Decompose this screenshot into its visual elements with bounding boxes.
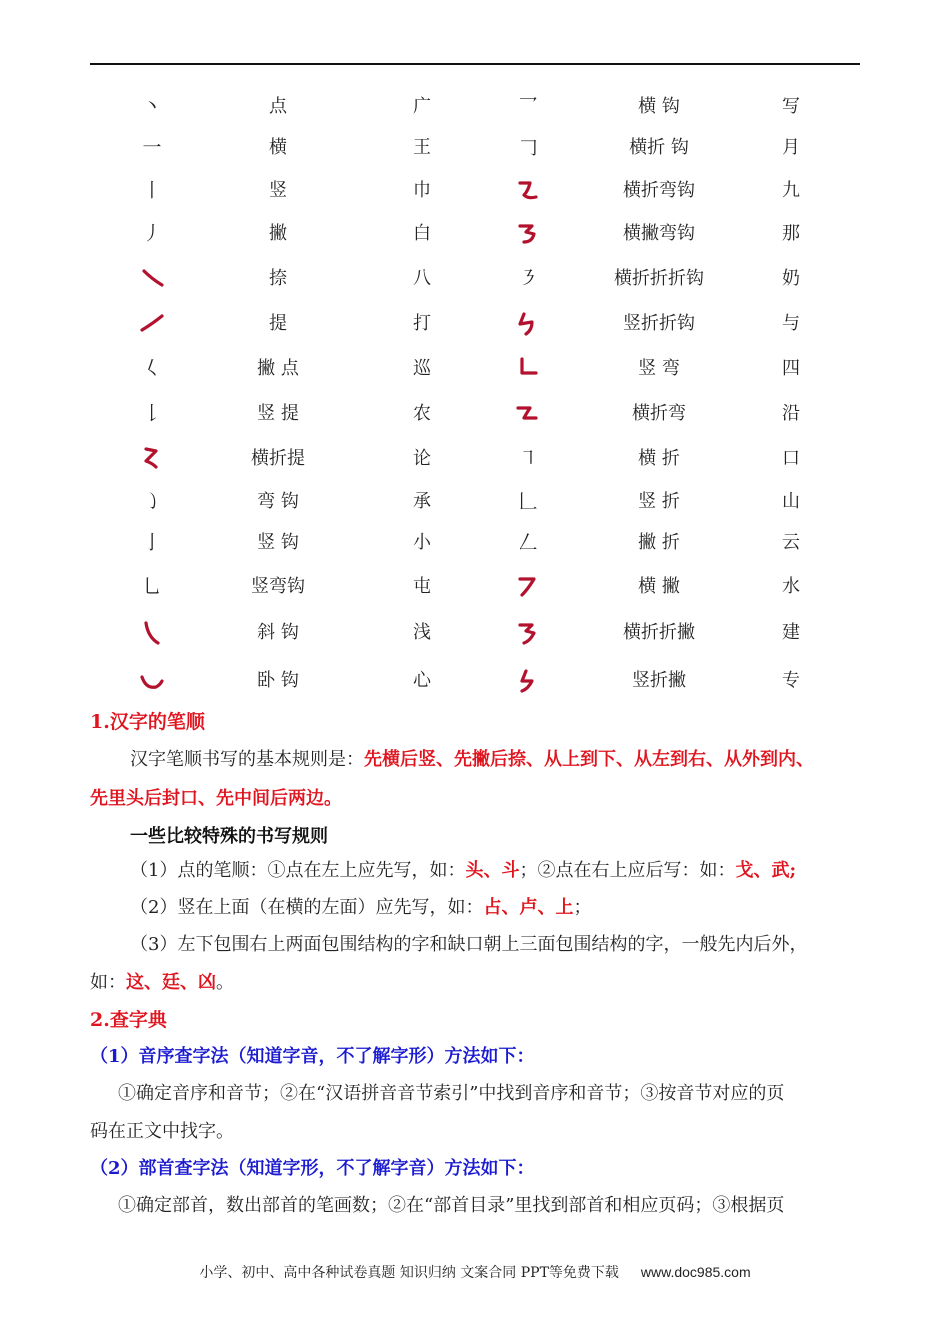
left-stroke-example: 打: [413, 313, 431, 334]
left-stroke-glyph: 乚: [142, 575, 162, 598]
right-stroke-example: 九: [782, 180, 800, 201]
right-stroke-icon: [513, 355, 543, 383]
left-stroke-example: 心: [413, 670, 431, 691]
right-stroke-name: 横 钩: [638, 96, 680, 117]
right-stroke-name: 横折弯: [632, 403, 686, 424]
right-stroke-name: 横 撇: [638, 576, 680, 597]
left-stroke-example: 白: [413, 223, 431, 244]
right-stroke-example: 那: [782, 223, 800, 244]
special-rules-heading: 一些比较特殊的书写规则: [130, 826, 328, 847]
right-stroke-glyph: 𠃊: [518, 490, 538, 513]
left-stroke-icon: [137, 265, 167, 293]
right-stroke-icon: [513, 619, 543, 647]
footer-text: 小学、初中、高中各种试卷真题 知识归纳 文案合同 PPT等免费下载: [199, 1265, 619, 1281]
right-stroke-name: 横折折折钩: [614, 268, 704, 289]
left-stroke-example: 承: [413, 491, 431, 512]
left-stroke-icon: [137, 619, 167, 647]
right-stroke-example: 与: [782, 313, 800, 334]
left-stroke-example: 王: [413, 137, 431, 158]
right-stroke-icon: [513, 573, 543, 601]
left-stroke-example: 八: [413, 268, 431, 289]
right-stroke-name: 竖 折: [638, 491, 680, 512]
section-1-title: 1.汉字的笔顺: [90, 711, 205, 733]
right-stroke-example: 云: [782, 532, 800, 553]
left-stroke-name: 横: [269, 137, 287, 158]
left-stroke-example: 农: [413, 403, 431, 424]
right-stroke-icon: [513, 220, 543, 248]
left-stroke-name: 斜 钩: [257, 622, 299, 643]
left-stroke-name: 竖: [269, 180, 287, 201]
right-stroke-icon: [513, 310, 543, 338]
method-1-body-cont: 码在正文中找字。: [90, 1121, 234, 1142]
right-stroke-name: 竖折折钩: [623, 313, 695, 334]
rule-3-cont: 如：这、廷、凶。: [90, 972, 234, 993]
left-stroke-example: 广: [413, 96, 431, 117]
left-stroke-name: 竖弯钩: [251, 576, 305, 597]
right-stroke-example: 月: [782, 137, 800, 158]
left-stroke-name: 撇: [269, 223, 287, 244]
right-stroke-icon: [513, 177, 543, 205]
footer-site-link[interactable]: www.doc985.com: [640, 1264, 751, 1280]
left-stroke-glyph: 𠄌: [142, 402, 162, 425]
method-2-title: （2）部首查字法（知道字形，不了解字音）方法如下：: [90, 1158, 535, 1179]
left-stroke-example: 屯: [413, 576, 431, 597]
left-stroke-glyph: 𡿨: [142, 357, 162, 380]
footer: [0, 1262, 950, 1282]
left-stroke-example: 巡: [413, 358, 431, 379]
left-stroke-example: 巾: [413, 180, 431, 201]
method-1-body: ①确定音序和音节；②在“汉语拼音音节索引”中找到音序和音节；③按音节对应的页: [118, 1083, 785, 1104]
right-stroke-icon: [513, 667, 543, 695]
right-stroke-name: 横撇弯钩: [623, 223, 695, 244]
right-stroke-name: 横折 钩: [629, 137, 689, 158]
left-stroke-name: 弯 钩: [257, 491, 299, 512]
right-stroke-name: 横折弯钩: [623, 180, 695, 201]
rule-2: （2）竖在上面（在横的左面）应先写，如：占、卢、上；: [130, 897, 592, 918]
left-stroke-name: 捺: [269, 268, 287, 289]
right-stroke-name: 竖 弯: [638, 358, 680, 379]
right-stroke-glyph: 𠃌: [518, 136, 538, 159]
section-2-title: 2.查字典: [90, 1009, 167, 1031]
right-stroke-example: 写: [782, 96, 800, 117]
right-stroke-example: 奶: [782, 268, 800, 289]
left-stroke-name: 撇 点: [257, 358, 299, 379]
left-stroke-name: 竖 钩: [257, 532, 299, 553]
left-stroke-glyph: 一: [142, 136, 162, 159]
left-stroke-glyph: ㇁: [142, 490, 162, 513]
left-stroke-glyph: 亅: [142, 531, 162, 554]
left-stroke-example: 浅: [413, 622, 431, 643]
left-stroke-name: 提: [269, 313, 287, 334]
left-stroke-glyph: 丿: [142, 222, 162, 245]
right-stroke-glyph: ㇕: [518, 447, 538, 470]
right-stroke-example: 建: [782, 622, 800, 643]
right-stroke-name: 横 折: [638, 448, 680, 469]
left-stroke-name: 竖 提: [257, 403, 299, 424]
left-stroke-name: 点: [269, 96, 287, 117]
right-stroke-glyph: ㇋: [518, 267, 538, 290]
right-stroke-example: 沿: [782, 403, 800, 424]
rule-1: （1）点的笔顺：①点在左上应先写，如：头、斗；②点在右上应后写：如：戈、武;: [130, 860, 797, 881]
right-stroke-name: 横折折撇: [623, 622, 695, 643]
section-1-intro-cont: 先里头后封口、先中间后两边。: [90, 788, 342, 809]
left-stroke-glyph: 丶: [142, 95, 162, 118]
right-stroke-example: 口: [782, 448, 800, 469]
left-stroke-icon: [137, 667, 167, 695]
right-stroke-glyph: 乛: [518, 95, 538, 118]
right-stroke-icon: [513, 400, 543, 428]
right-stroke-name: 撇 折: [638, 532, 680, 553]
right-stroke-glyph: 𠃋: [518, 531, 538, 554]
section-1-intro: 汉字笔顺书写的基本规则是：先横后竖、先撇后捺、从上到下、从左到右、从外到内、: [130, 749, 814, 770]
right-stroke-name: 竖折撇: [632, 670, 686, 691]
left-stroke-example: 小: [413, 532, 431, 553]
method-1-title: （1）音序查字法（知道字音，不了解字形）方法如下：: [90, 1046, 535, 1067]
left-stroke-icon: [137, 310, 167, 338]
rule-3: （3）左下包围右上两面包围结构的字和缺口朝上三面包围结构的字，一般先内后外，: [130, 934, 808, 955]
right-stroke-example: 专: [782, 670, 800, 691]
left-stroke-name: 卧 钩: [257, 670, 299, 691]
method-2-body: ①确定部首，数出部首的笔画数；②在“部首目录”里找到部首和相应页码；③根据页: [118, 1195, 785, 1216]
right-stroke-example: 四: [782, 358, 800, 379]
left-stroke-icon: [137, 445, 167, 473]
left-stroke-name: 横折提: [251, 448, 305, 469]
right-stroke-example: 水: [782, 576, 800, 597]
right-stroke-example: 山: [782, 491, 800, 512]
left-stroke-glyph: 丨: [142, 179, 162, 202]
left-stroke-example: 论: [413, 448, 431, 469]
